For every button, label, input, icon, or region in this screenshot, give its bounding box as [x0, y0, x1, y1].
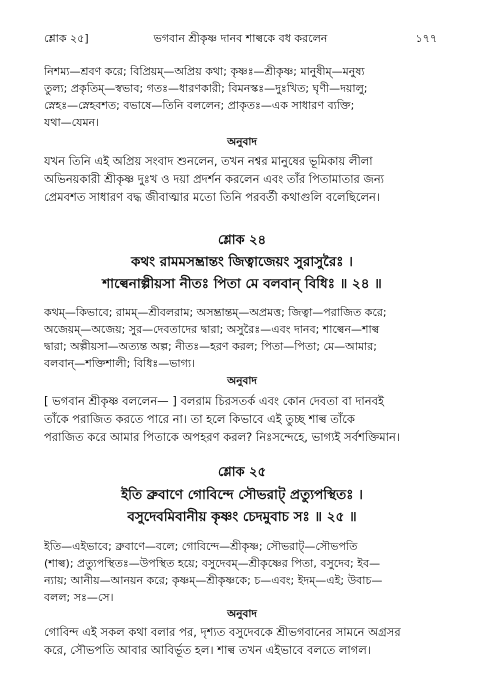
verse-line: ইতি ব্রুবাণে গোবিন্দে সৌভরাট্ প্রত্যুপস্থিতঃ ।	[121, 487, 363, 503]
verse-line: কথং রামমসম্ভ্রান্তং জিত্বাজেয়ং সুরাসুরৈঃ ।	[131, 254, 353, 270]
synonym-line: তুল্য; প্রকৃতিম্—স্বভাব; গতঃ—ধারণকারী; বিমনস্কঃ—দুঃখিত; ঘৃণী—দয়ালু;	[44, 82, 368, 95]
synonym-line: অজেয়ম্—অজেয়; সুর—দেবতাদের দ্বারা; অসুরৈঃ—এবং দানব; শাল্বেন—শাল্ব	[44, 323, 380, 336]
anubad-label: অনুবাদ	[227, 608, 257, 620]
header-chapter-title: ভগবান শ্রীকৃষ্ণ দানব শাল্বকে বধ করলেন	[153, 32, 328, 45]
synonym-line: যথা—যেমন।	[44, 116, 100, 129]
translation-line: যখন তিনি এই অপ্রিয় সংবাদ শুনলেন, তখন নশ্বর মানুষের ভূমিকায় লীলা	[44, 154, 373, 168]
translation-line: পরাজিত করে আমার পিতাকে অপহরণ করল? নিঃসন্দেহে, ভাগ্যই সর্বশক্তিমান।	[44, 430, 400, 444]
synonym-line: দ্বারা; অল্পীয়সা—অত্যন্ত অল্প; নীতঃ—হরণ করল; পিতা—পিতা; মে—আমার;	[44, 340, 377, 353]
synonym-line: (শাল্ব); প্রত্যুপস্থিতঃ—উপস্থিত হয়ে; বসুদেবম্—শ্রীকৃষ্ণের পিতা, বসুদেব; ইব—	[44, 557, 381, 570]
verse-line: শাল্বেনাল্পীয়সা নীতঃ পিতা মে বলবান্ বিধিঃ ॥ ২৪ ॥	[102, 276, 382, 292]
verse-25-text	[44, 484, 440, 528]
anubad-label: অনুবাদ	[227, 136, 257, 148]
verse-24-heading: শ্লোক ২৪	[217, 233, 267, 248]
synonym-line: নিশম্য—শ্রবণ করে; বিপ্রিয়ম্—অপ্রিয় কথা; কৃষ্ণঃ—শ্রীকৃষ্ণ; মানুষীম্—মনুষ্য	[44, 65, 365, 78]
synonym-line: কথম্—কিভাবে; রামম্—শ্রীবলরাম; অসম্ভ্রান্তম্—অপ্রমত্ত; জিত্বা—পরাজিত করে;	[44, 306, 387, 319]
translation-verse-24	[44, 392, 440, 446]
translation-line: অভিনয়কারী শ্রীকৃষ্ণ দুঃখ ও দয়া প্রদর্শন করলেন এবং তাঁর পিতামাতার জন্য	[44, 172, 385, 186]
synonym-line: বলবান্—শক্তিশালী; বিধিঃ—ভাগ্য।	[44, 357, 195, 370]
verse-24-text	[44, 251, 440, 295]
translation-line: করে, সৌভপতি আবার আবির্ভূত হল। শাল্ব তখন এইভাবে বলতে লাগল।	[44, 643, 371, 657]
translation-line: তাঁকে পরাজিত করতে পারে না। তা হলে কিভাবে এই তুচ্ছ শাল্ব তাঁকে	[44, 412, 355, 426]
header-page-number: ১৭৭	[415, 32, 437, 45]
synonym-line: বলল; সঃ—সে।	[44, 591, 114, 604]
translation-line: প্রেমবশত সাধারণ বদ্ধ জীবাত্মার মতো তিনি পরবর্তী কথাগুলি বলেছিলেন।	[44, 190, 380, 204]
synonyms-verse-23	[44, 63, 440, 131]
synonym-line: স্নেহঃ—স্নেহবশত; বভাষে—তিনি বললেন; প্রাকৃতঃ—এক সাধারণ ব্যক্তি;	[44, 99, 355, 112]
verse-25-heading: শ্লোক ২৫	[217, 465, 267, 480]
translation-verse-25	[44, 623, 440, 659]
anubad-label: অনুবাদ	[227, 375, 257, 387]
synonyms-verse-24	[44, 304, 440, 372]
header-verse-ref: শ্লোক ২৫]	[44, 32, 89, 45]
translation-line: [ ভগবান শ্রীকৃষ্ণ বললেন— ] বলরাম চিরসতর্ক এবং কোন দেবতা বা দানবই	[44, 394, 384, 408]
translation-line: গোবিন্দ এই সকল কথা বলার পর, দৃশ্যত বসুদেবকে শ্রীভগবানের সামনে অগ্রসর	[44, 625, 401, 639]
synonym-line: ন্যায়; আনীয়—আনয়ন করে; কৃষ্ণম্—শ্রীকৃষ্ণকে; চ—এবং; ইদম্—এই; উবাচ—	[44, 574, 383, 587]
translation-verse-23	[44, 152, 440, 206]
verse-line: বসুদেবমিবানীয় কৃষ্ণং চেদমুবাচ সঃ ॥ ২৫ ॥	[127, 509, 357, 525]
page-header	[44, 30, 437, 50]
synonyms-verse-25	[44, 538, 440, 606]
synonym-line: ইতি—এইভাবে; ব্রুবাণে—বলে; গোবিন্দে—শ্রীকৃষ্ণ; সৌভরাট্—সৌভপতি	[44, 540, 358, 553]
